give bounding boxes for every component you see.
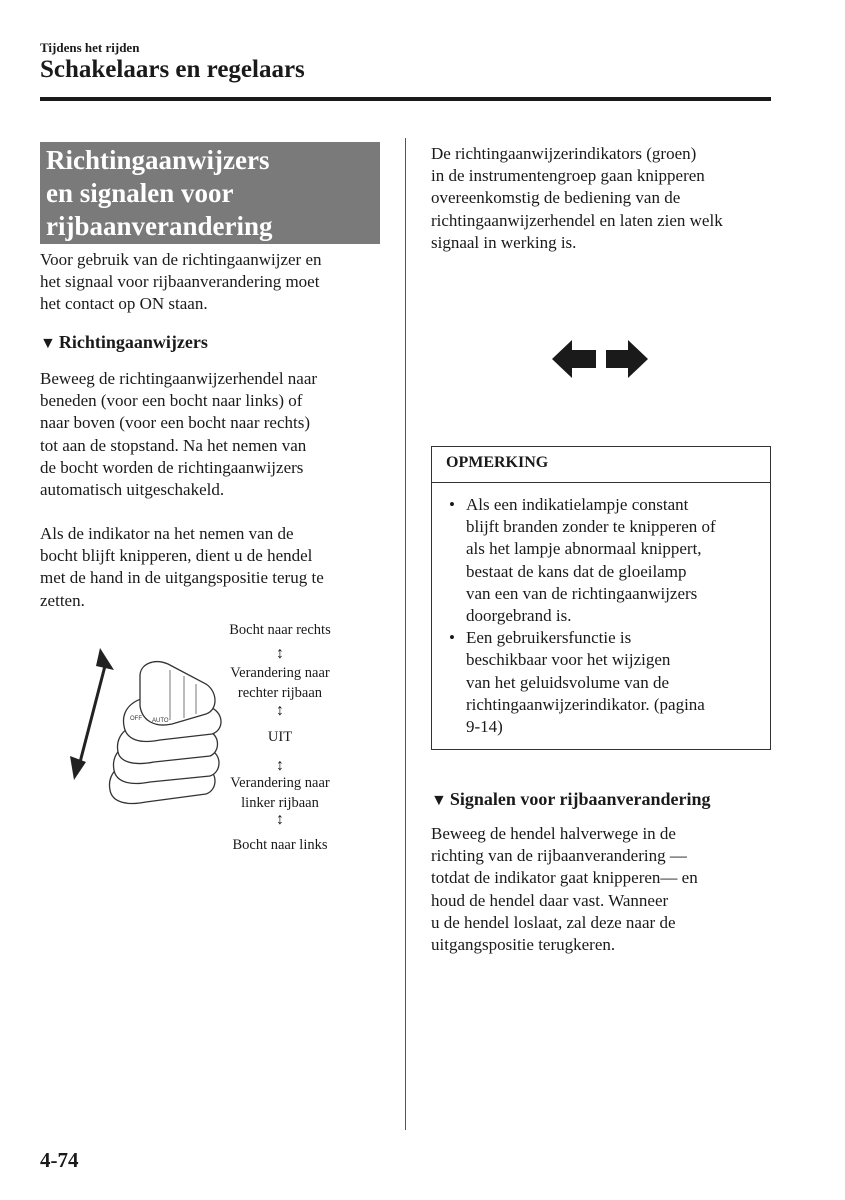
text-line: Een gebruikersfunctie is — [466, 628, 632, 648]
text-line: met de hand in de uitgangspositie terug te — [40, 568, 324, 588]
bullet-icon: • — [449, 495, 455, 514]
text-line: u de hendel loslaat, zal deze naar de — [431, 912, 676, 932]
text-line: doorgebrand is. — [466, 606, 572, 626]
turn-signals-paragraph-1 — [40, 368, 317, 501]
text-line: De richtingaanwijzerindikators (groen) — [431, 144, 697, 163]
text-line: Als een indikatielampje constant — [466, 495, 689, 514]
text-line: houd de hendel daar vast. Wanneer — [431, 890, 669, 910]
text-line: beneden (voor een bocht naar links) of — [40, 391, 303, 411]
label-off — [200, 727, 360, 747]
triangle-down-icon: ▼ — [431, 792, 447, 809]
label-right-turn — [200, 620, 360, 640]
indicator-paragraph — [431, 143, 723, 254]
updown-arrow-icon: ↕ — [276, 757, 284, 774]
text-line: de bocht worden de richtingaanwijzers — [40, 457, 304, 477]
text-line: bocht blijft knipperen, dient u de hendel — [40, 546, 313, 566]
turn-signals-paragraph-2 — [40, 523, 324, 612]
triangle-down-icon: ▼ — [40, 335, 56, 352]
text-line: Voor gebruik van de richtingaanwijzer en — [40, 250, 322, 269]
section-title-line: Richtingaanwijzers — [46, 145, 270, 175]
left-arrow-icon — [552, 340, 596, 378]
text-line: tot aan de stopstand. Na het nemen van — [40, 435, 307, 455]
text-line: zetten. — [40, 590, 85, 610]
text-line: uitgangspositie terugkeren. — [431, 935, 616, 955]
label-left-lane — [200, 773, 360, 813]
lane-change-heading — [431, 789, 711, 810]
turn-indicator-arrows — [550, 338, 650, 380]
right-arrow-icon — [606, 340, 648, 378]
section-title-line: en signalen voor — [46, 178, 234, 208]
label-text: Bocht naar links — [232, 837, 328, 853]
intro-paragraph — [40, 249, 322, 316]
text-line: blijft branden zonder te knipperen of — [466, 517, 716, 537]
updown-arrow-icon: ↕ — [276, 645, 284, 662]
updown-arrow-icon: ↕ — [276, 702, 284, 719]
text-line: als het lampje abnormaal knippert, — [466, 539, 702, 559]
label-text: Verandering naar — [230, 775, 330, 791]
text-line: 9-14) — [466, 717, 503, 737]
label-text: Verandering naar — [230, 665, 330, 681]
section-title-box — [40, 142, 380, 244]
column-divider — [405, 138, 406, 1130]
label-right-lane — [200, 663, 360, 703]
note-title: OPMERKING — [446, 454, 549, 471]
text-line: overeenkomstig de bediening van de — [431, 188, 681, 208]
text-line: bestaat de kans dat de gloeilamp — [466, 561, 687, 581]
label-text: Bocht naar rechts — [229, 622, 331, 638]
text-line: naar boven (voor een bocht naar rechts) — [40, 413, 310, 433]
note-list — [449, 494, 716, 738]
section-title-line: rijbaanverandering — [46, 211, 273, 241]
text-line: richtingaanwijzerindikator. (pagina — [466, 694, 705, 714]
text-line: van het geluidsvolume van de — [466, 672, 670, 692]
text-line: totdat de indikator gaat knipperen— en — [431, 868, 698, 888]
text-line: beschikbaar voor het wijzigen — [466, 650, 671, 670]
page-title: Schakelaars en regelaars — [40, 56, 305, 83]
label-text: rechter rijbaan — [237, 685, 323, 701]
text-line: het contact op ON staan. — [40, 294, 208, 314]
double-arrow-icon — [70, 648, 114, 780]
text-line: Beweeg de hendel halverwege in de — [431, 824, 676, 843]
text-line: in de instrumentengroep gaan knipperen — [431, 166, 705, 186]
text-line: richting van de rijbaanverandering — — [431, 846, 687, 866]
note-item — [449, 627, 716, 738]
lever-off-label: OFF — [130, 716, 142, 722]
heading-text: Richtingaanwijzers — [58, 332, 208, 352]
heading-text: Signalen voor rijbaanverandering — [449, 789, 711, 809]
updown-arrow-icon: ↕ — [276, 811, 284, 828]
label-left-turn — [200, 835, 360, 855]
text-line: automatisch uitgeschakeld. — [40, 480, 225, 500]
text-line: signaal in werking is. — [431, 232, 577, 252]
lever-auto-label: AUTO — [152, 718, 169, 724]
note-item — [449, 494, 716, 627]
note-header-divider — [431, 482, 771, 483]
label-text: UIT — [267, 729, 293, 745]
lane-change-paragraph — [431, 823, 698, 956]
bullet-icon: • — [449, 628, 455, 648]
text-line: van een van de richtingaanwijzers — [466, 583, 698, 603]
text-line: richtingaanwijzerhendel en laten zien welk — [431, 210, 723, 230]
page-number: 4-74 — [40, 1148, 79, 1172]
header-rule — [40, 97, 771, 101]
label-text: linker rijbaan — [241, 795, 319, 811]
header-section-label: Tijdens het rijden — [40, 40, 140, 55]
text-line: Als de indikator na het nemen van de — [40, 524, 294, 543]
text-line: Beweeg de richtingaanwijzerhendel naar — [40, 369, 318, 388]
turn-signals-heading — [40, 332, 208, 353]
text-line: het signaal voor rijbaanverandering moet — [40, 272, 320, 292]
